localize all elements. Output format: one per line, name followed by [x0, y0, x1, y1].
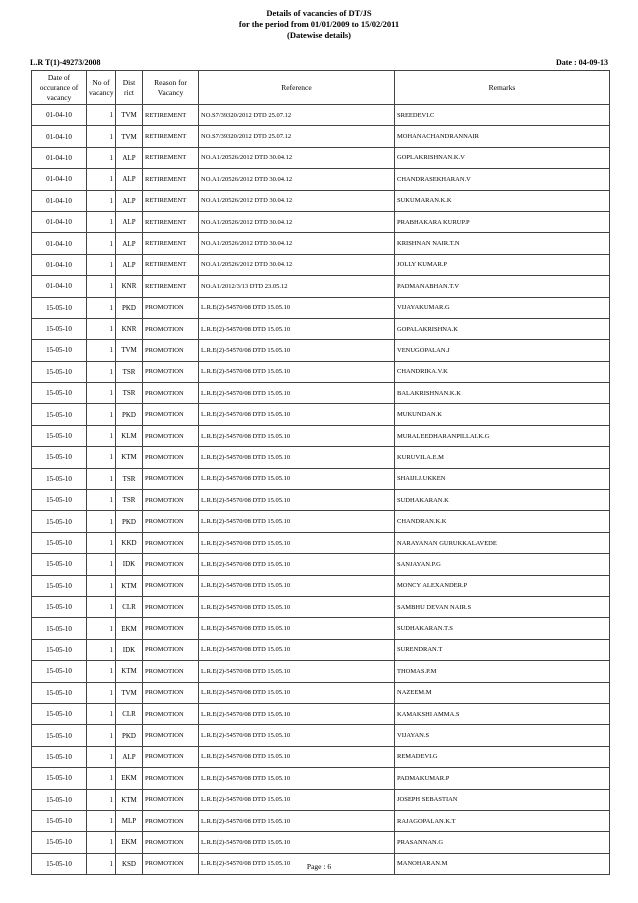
reference-cell: L.R.E(2)-54570/08 DTD 15.05.10 [199, 661, 395, 682]
vacancy-count-cell: 1 [87, 789, 116, 810]
vacancy-count-cell: 1 [87, 618, 116, 639]
reference-cell: NO.A1/2012/3/13 DTD 23.05.12 [199, 276, 395, 297]
remarks-cell: MURALEEDHARANPILLAI.K.G [395, 425, 610, 446]
date-cell: 01-04-10 [32, 190, 87, 211]
col-header-reference: Reference [199, 71, 395, 105]
remarks-cell: VIJAYAKUMAR.G [395, 297, 610, 318]
remarks-cell: PADMAKUMAR.P [395, 768, 610, 789]
table-row [32, 447, 610, 468]
reference-cell: L.R.E(2)-54570/08 DTD 15.05.10 [199, 383, 395, 404]
vacancy-count-cell: 1 [87, 768, 116, 789]
reason-cell: PROMOTION [143, 789, 199, 810]
reason-cell: PROMOTION [143, 746, 199, 767]
vacancy-count-cell: 1 [87, 404, 116, 425]
table-row [32, 297, 610, 318]
district-cell: ALP [116, 746, 143, 767]
district-cell: TSR [116, 361, 143, 382]
reason-cell: RETIREMENT [143, 190, 199, 211]
table-row [32, 468, 610, 489]
date-cell: 15-05-10 [32, 554, 87, 575]
date-cell: 15-05-10 [32, 340, 87, 361]
col-header-no-of-vacancy: No of vacancy [87, 71, 116, 105]
reference-cell: L.R.E(2)-54570/08 DTD 15.05.10 [199, 425, 395, 446]
reason-cell: PROMOTION [143, 832, 199, 853]
date-cell: 15-05-10 [32, 297, 87, 318]
reason-cell: PROMOTION [143, 340, 199, 361]
reference-cell: L.R.E(2)-54570/08 DTD 15.05.10 [199, 468, 395, 489]
vacancy-count-cell: 1 [87, 682, 116, 703]
vacancy-count-cell: 1 [87, 190, 116, 211]
reference-cell: L.R.E(2)-54570/08 DTD 15.05.10 [199, 532, 395, 553]
report-period: for the period from 01/01/2009 to 15/02/2011 [238, 19, 400, 29]
table-row [32, 575, 610, 596]
remarks-cell: KURUVILA.E.M [395, 447, 610, 468]
district-cell: CLR [116, 596, 143, 617]
date-cell: 15-05-10 [32, 639, 87, 660]
col-header-reason: Reason for Vacancy [143, 71, 199, 105]
reason-cell: PROMOTION [143, 383, 199, 404]
date-cell: 01-04-10 [32, 276, 87, 297]
reason-cell: RETIREMENT [143, 254, 199, 275]
reason-cell: RETIREMENT [143, 276, 199, 297]
date-cell: 15-05-10 [32, 361, 87, 382]
remarks-cell: JOSEPH SEBASTIAN [395, 789, 610, 810]
table-row [32, 789, 610, 810]
reference-cell: NO.A1/20526/2012 DTD 30.04.12 [199, 190, 395, 211]
reason-cell: PROMOTION [143, 661, 199, 682]
reason-cell: PROMOTION [143, 554, 199, 575]
reference-cell: NO.A1/20526/2012 DTD 30.04.12 [199, 233, 395, 254]
reference-cell: L.R.E(2)-54570/08 DTD 15.05.10 [199, 768, 395, 789]
table-row [32, 425, 610, 446]
reason-cell: RETIREMENT [143, 233, 199, 254]
date-cell: 15-05-10 [32, 383, 87, 404]
date-cell: 15-05-10 [32, 682, 87, 703]
table-row [32, 126, 610, 147]
district-cell: KNR [116, 318, 143, 339]
table-row [32, 596, 610, 617]
table-row [32, 725, 610, 746]
reason-cell: PROMOTION [143, 468, 199, 489]
district-cell: KSD [116, 853, 143, 874]
reason-cell: PROMOTION [143, 532, 199, 553]
district-cell: ALP [116, 254, 143, 275]
table-row [32, 383, 610, 404]
remarks-cell: JOLLY KUMAR.P [395, 254, 610, 275]
district-cell: IDK [116, 639, 143, 660]
date-cell: 15-05-10 [32, 425, 87, 446]
table-row [32, 211, 610, 232]
vacancy-count-cell: 1 [87, 361, 116, 382]
file-reference: L.R T(1)-49273/2008 [30, 58, 101, 67]
table-row [32, 682, 610, 703]
remarks-cell: MOHANACHANDRANNAIR [395, 126, 610, 147]
vacancy-count-cell: 1 [87, 725, 116, 746]
table-row [32, 554, 610, 575]
date-cell: 15-05-10 [32, 832, 87, 853]
reason-cell: RETIREMENT [143, 169, 199, 190]
reason-cell: PROMOTION [143, 575, 199, 596]
vacancy-count-cell: 1 [87, 147, 116, 168]
table-row [32, 832, 610, 853]
district-cell: EKM [116, 768, 143, 789]
district-cell: KTM [116, 661, 143, 682]
reason-cell: PROMOTION [143, 511, 199, 532]
remarks-cell: PRASANNAN.G [395, 832, 610, 853]
remarks-cell: THOMAS.P.M [395, 661, 610, 682]
district-cell: TVM [116, 105, 143, 126]
reference-cell: L.R.E(2)-54570/08 DTD 15.05.10 [199, 447, 395, 468]
reason-cell: PROMOTION [143, 425, 199, 446]
district-cell: KTM [116, 789, 143, 810]
date-cell: 01-04-10 [32, 233, 87, 254]
reference-cell: L.R.E(2)-54570/08 DTD 15.05.10 [199, 297, 395, 318]
date-cell: 15-05-10 [32, 853, 87, 874]
date-cell: 15-05-10 [32, 447, 87, 468]
reference-cell: L.R.E(2)-54570/08 DTD 15.05.10 [199, 404, 395, 425]
remarks-cell: CHANDRIKA.V.K [395, 361, 610, 382]
vacancy-count-cell: 1 [87, 532, 116, 553]
reason-cell: PROMOTION [143, 297, 199, 318]
district-cell: TVM [116, 340, 143, 361]
remarks-cell: SHAIJI.J.UKKEN [395, 468, 610, 489]
reference-cell: L.R.E(2)-54570/08 DTD 15.05.10 [199, 832, 395, 853]
table-row [32, 340, 610, 361]
col-header-district: Dist rict [116, 71, 143, 105]
reference-cell: NO.S7/39320/2012 DTD 25.07.12 [199, 126, 395, 147]
district-cell: PKD [116, 725, 143, 746]
reference-cell: L.R.E(2)-54570/08 DTD 15.05.10 [199, 853, 395, 874]
reference-cell: L.R.E(2)-54570/08 DTD 15.05.10 [199, 703, 395, 724]
remarks-cell: VIJAYAN.S [395, 725, 610, 746]
date-cell: 15-05-10 [32, 618, 87, 639]
reason-cell: RETIREMENT [143, 147, 199, 168]
district-cell: PKD [116, 297, 143, 318]
district-cell: KTM [116, 575, 143, 596]
reason-cell: PROMOTION [143, 853, 199, 874]
remarks-cell: PRABHAKARA KURUP.P [395, 211, 610, 232]
remarks-cell: SUDHAKARAN.T.S [395, 618, 610, 639]
reference-cell: L.R.E(2)-54570/08 DTD 15.05.10 [199, 725, 395, 746]
remarks-cell: RAJAGOPALAN.K.T [395, 810, 610, 831]
remarks-cell: SUKUMARAN.K.K [395, 190, 610, 211]
date-cell: 15-05-10 [32, 404, 87, 425]
table-row [32, 639, 610, 660]
district-cell: EKM [116, 832, 143, 853]
remarks-cell: NARAYANAN GURUKKALAVEDE [395, 532, 610, 553]
remarks-cell: MUKUNDAN.K [395, 404, 610, 425]
remarks-cell: PADMANABHAN.T.V [395, 276, 610, 297]
vacancy-count-cell: 1 [87, 639, 116, 660]
vacancy-count-cell: 1 [87, 383, 116, 404]
date-cell: 15-05-10 [32, 725, 87, 746]
district-cell: TVM [116, 682, 143, 703]
date-cell: 15-05-10 [32, 490, 87, 511]
remarks-cell: VENUGOPALAN.J [395, 340, 610, 361]
district-cell: MLP [116, 810, 143, 831]
vacancy-count-cell: 1 [87, 468, 116, 489]
date-cell: 15-05-10 [32, 468, 87, 489]
report-date: Date : 04-09-13 [556, 58, 608, 67]
vacancy-count-cell: 1 [87, 661, 116, 682]
date-cell: 15-05-10 [32, 511, 87, 532]
vacancy-count-cell: 1 [87, 126, 116, 147]
reason-cell: RETIREMENT [143, 126, 199, 147]
table-row [32, 746, 610, 767]
date-cell: 15-05-10 [32, 318, 87, 339]
district-cell: KLM [116, 425, 143, 446]
reference-cell: L.R.E(2)-54570/08 DTD 15.05.10 [199, 639, 395, 660]
district-cell: ALP [116, 190, 143, 211]
remarks-cell: SUDHAKARAN.K [395, 490, 610, 511]
vacancy-count-cell: 1 [87, 703, 116, 724]
district-cell: TVM [116, 126, 143, 147]
remarks-cell: NAZEEM.M [395, 682, 610, 703]
date-cell: 01-04-10 [32, 211, 87, 232]
remarks-cell: SANJAYAN.P.G [395, 554, 610, 575]
date-cell: 15-05-10 [32, 789, 87, 810]
remarks-cell: GOPLAKRISHNAN.K.V [395, 147, 610, 168]
district-cell: TSR [116, 468, 143, 489]
reason-cell: RETIREMENT [143, 211, 199, 232]
table-row [32, 361, 610, 382]
district-cell: TSR [116, 490, 143, 511]
district-cell: KNR [116, 276, 143, 297]
date-cell: 15-05-10 [32, 661, 87, 682]
remarks-cell: CHANDRASEKHARAN.V [395, 169, 610, 190]
remarks-cell: KAMAKSHI AMMA.S [395, 703, 610, 724]
reason-cell: PROMOTION [143, 639, 199, 660]
district-cell: PKD [116, 511, 143, 532]
reference-cell: L.R.E(2)-54570/08 DTD 15.05.10 [199, 511, 395, 532]
table-row [32, 768, 610, 789]
vacancy-count-cell: 1 [87, 832, 116, 853]
remarks-cell: SREEDEVI.C [395, 105, 610, 126]
date-cell: 01-04-10 [32, 147, 87, 168]
table-row [32, 254, 610, 275]
table-row [32, 318, 610, 339]
district-cell: EKM [116, 618, 143, 639]
table-row [32, 661, 610, 682]
date-cell: 15-05-10 [32, 703, 87, 724]
remarks-cell: KRISHNAN NAIR.T.N [395, 233, 610, 254]
remarks-cell: MONCY ALEXANDER.P [395, 575, 610, 596]
district-cell: ALP [116, 233, 143, 254]
reason-cell: PROMOTION [143, 768, 199, 789]
vacancy-count-cell: 1 [87, 511, 116, 532]
table-row [32, 190, 610, 211]
date-cell: 15-05-10 [32, 810, 87, 831]
district-cell: IDK [116, 554, 143, 575]
reference-cell: L.R.E(2)-54570/08 DTD 15.05.10 [199, 554, 395, 575]
reference-cell: NO.A1/20526/2012 DTD 30.04.12 [199, 211, 395, 232]
reference-cell: L.R.E(2)-54570/08 DTD 15.05.10 [199, 789, 395, 810]
col-header-date: Date of occurance of vacancy [32, 71, 87, 105]
reference-cell: NO.A1/20526/2012 DTD 30.04.12 [199, 254, 395, 275]
vacancy-count-cell: 1 [87, 425, 116, 446]
report-title-block [0, 8, 638, 41]
vacancy-count-cell: 1 [87, 169, 116, 190]
vacancy-count-cell: 1 [87, 746, 116, 767]
reference-cell: L.R.E(2)-54570/08 DTD 15.05.10 [199, 746, 395, 767]
reason-cell: PROMOTION [143, 490, 199, 511]
date-cell: 01-04-10 [32, 126, 87, 147]
col-header-remarks: Remarks [395, 71, 610, 105]
table-row [32, 404, 610, 425]
page-number: Page : 6 [306, 862, 332, 871]
reason-cell: PROMOTION [143, 361, 199, 382]
date-cell: 15-05-10 [32, 532, 87, 553]
vacancy-count-cell: 1 [87, 853, 116, 874]
reference-cell: L.R.E(2)-54570/08 DTD 15.05.10 [199, 596, 395, 617]
vacancy-count-cell: 1 [87, 575, 116, 596]
remarks-cell: MANOHARAN.M [395, 853, 610, 874]
reason-cell: PROMOTION [143, 618, 199, 639]
reference-cell: L.R.E(2)-54570/08 DTD 15.05.10 [199, 618, 395, 639]
reference-cell: L.R.E(2)-54570/08 DTD 15.05.10 [199, 340, 395, 361]
table-row [32, 169, 610, 190]
district-cell: PKD [116, 404, 143, 425]
vacancy-count-cell: 1 [87, 318, 116, 339]
reason-cell: PROMOTION [143, 725, 199, 746]
district-cell: CLR [116, 703, 143, 724]
reference-cell: L.R.E(2)-54570/08 DTD 15.05.10 [199, 490, 395, 511]
table-row [32, 511, 610, 532]
vacancy-count-cell: 1 [87, 810, 116, 831]
date-cell: 15-05-10 [32, 596, 87, 617]
district-cell: ALP [116, 211, 143, 232]
table-row [32, 532, 610, 553]
table-row [32, 703, 610, 724]
table-row [32, 147, 610, 168]
reason-cell: PROMOTION [143, 703, 199, 724]
district-cell: TSR [116, 383, 143, 404]
reference-cell: L.R.E(2)-54570/08 DTD 15.05.10 [199, 318, 395, 339]
report-title: Details of vacancies of DT/JS [266, 8, 372, 18]
date-cell: 01-04-10 [32, 254, 87, 275]
table-row [32, 618, 610, 639]
district-cell: KTM [116, 447, 143, 468]
vacancy-count-cell: 1 [87, 233, 116, 254]
reason-cell: PROMOTION [143, 596, 199, 617]
reference-cell: L.R.E(2)-54570/08 DTD 15.05.10 [199, 361, 395, 382]
date-cell: 01-04-10 [32, 169, 87, 190]
date-cell: 01-04-10 [32, 105, 87, 126]
date-cell: 15-05-10 [32, 746, 87, 767]
vacancy-count-cell: 1 [87, 211, 116, 232]
vacancy-table [31, 70, 610, 875]
date-cell: 15-05-10 [32, 768, 87, 789]
vacancy-count-cell: 1 [87, 447, 116, 468]
vacancy-count-cell: 1 [87, 490, 116, 511]
reason-cell: PROMOTION [143, 318, 199, 339]
vacancy-count-cell: 1 [87, 105, 116, 126]
reference-cell: L.R.E(2)-54570/08 DTD 15.05.10 [199, 810, 395, 831]
date-cell: 15-05-10 [32, 575, 87, 596]
reference-cell: L.R.E(2)-54570/08 DTD 15.05.10 [199, 682, 395, 703]
table-row [32, 233, 610, 254]
remarks-cell: REMADEVI.G [395, 746, 610, 767]
table-row [32, 276, 610, 297]
table-header-row [32, 71, 610, 105]
reference-cell: NO.A1/20526/2012 DTD 30.04.12 [199, 147, 395, 168]
table-body [32, 105, 610, 875]
district-cell: KKD [116, 532, 143, 553]
reason-cell: RETIREMENT [143, 105, 199, 126]
vacancy-count-cell: 1 [87, 596, 116, 617]
vacancy-count-cell: 1 [87, 254, 116, 275]
reason-cell: PROMOTION [143, 447, 199, 468]
reason-cell: PROMOTION [143, 404, 199, 425]
reference-cell: NO.A1/20526/2012 DTD 30.04.12 [199, 169, 395, 190]
remarks-cell: GOPALAKRISHNA.K [395, 318, 610, 339]
reason-cell: PROMOTION [143, 682, 199, 703]
remarks-cell: BALAKRISHNAN.K.K [395, 383, 610, 404]
report-subtitle: (Datewise details) [287, 30, 351, 40]
table-row [32, 105, 610, 126]
vacancy-count-cell: 1 [87, 276, 116, 297]
vacancy-count-cell: 1 [87, 554, 116, 575]
reference-cell: L.R.E(2)-54570/08 DTD 15.05.10 [199, 575, 395, 596]
reference-cell: NO.S7/39320/2012 DTD 25.07.12 [199, 105, 395, 126]
vacancy-count-cell: 1 [87, 340, 116, 361]
district-cell: ALP [116, 169, 143, 190]
vacancy-count-cell: 1 [87, 297, 116, 318]
remarks-cell: SAMBHU DEVAN NAIR.S [395, 596, 610, 617]
reason-cell: PROMOTION [143, 810, 199, 831]
table-row [32, 810, 610, 831]
district-cell: ALP [116, 147, 143, 168]
remarks-cell: SURENDRAN.T [395, 639, 610, 660]
table-row [32, 490, 610, 511]
remarks-cell: CHANDRAN.K.K [395, 511, 610, 532]
